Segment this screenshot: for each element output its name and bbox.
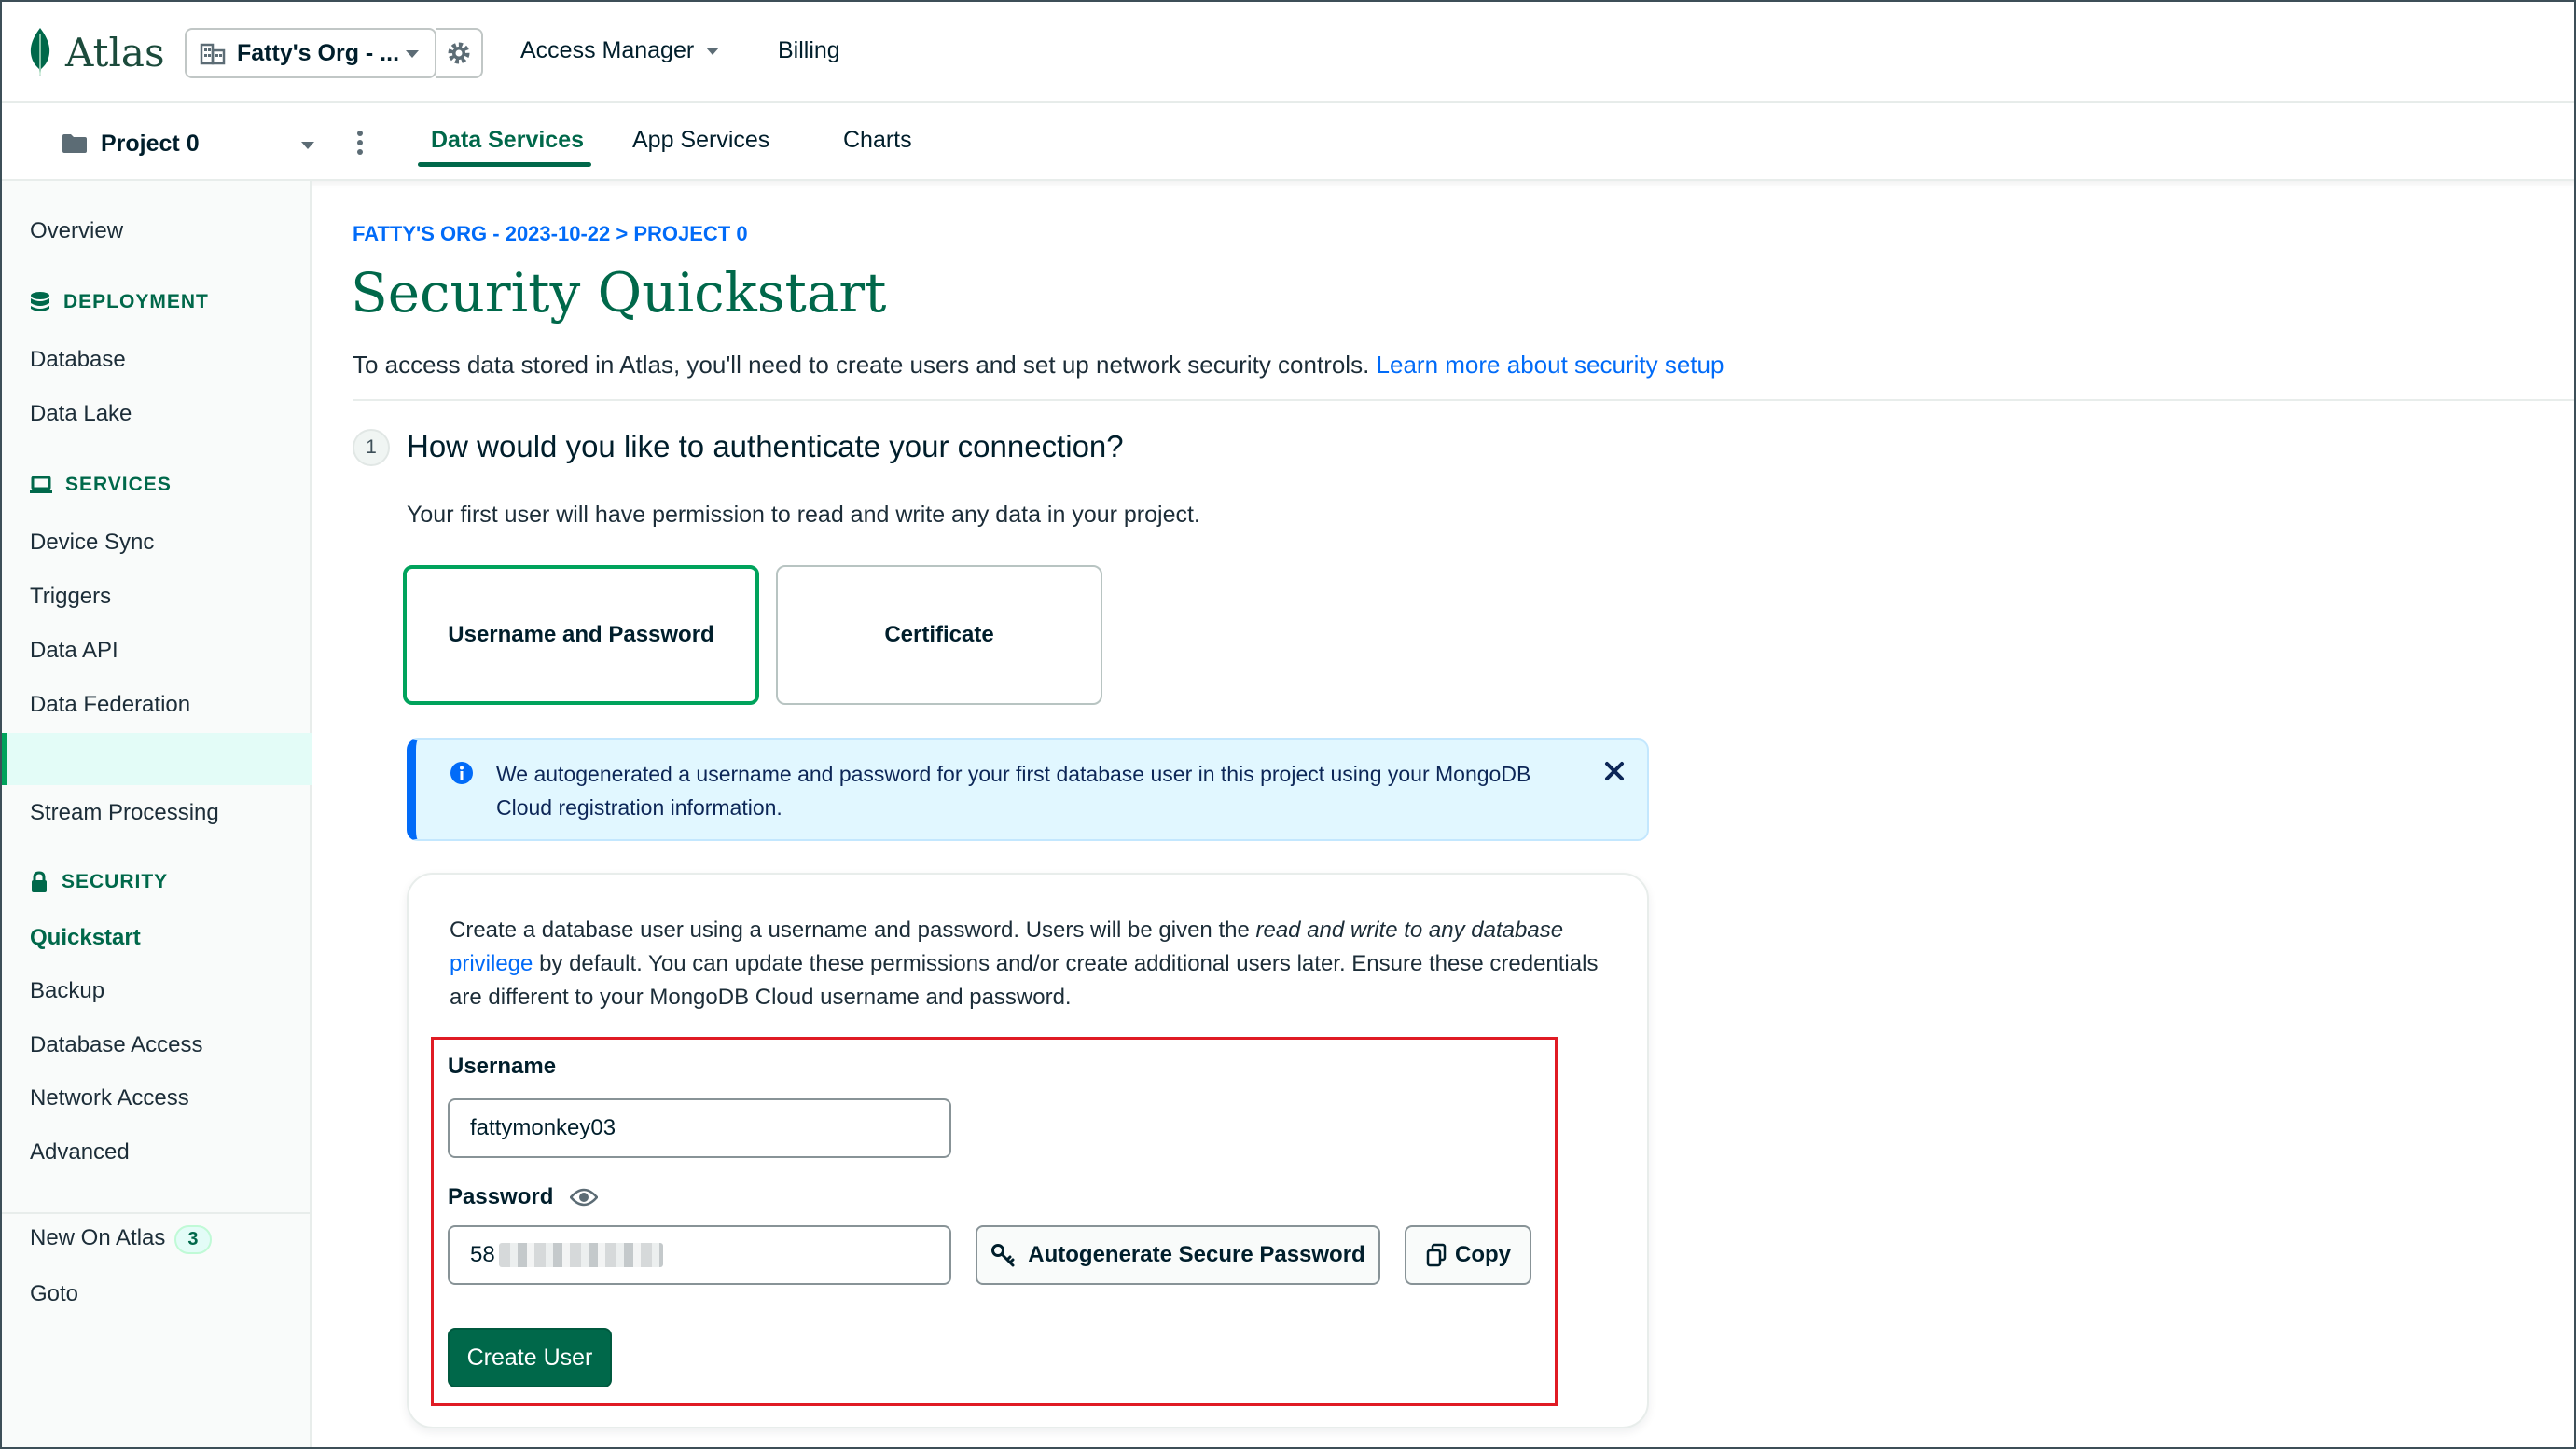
- autogenerate-label: Autogenerate Secure Password: [1028, 1242, 1365, 1267]
- tab-charts[interactable]: Charts: [843, 127, 912, 153]
- page-title: Security Quickstart: [351, 261, 887, 324]
- form-desc-emphasis: read and write to any database: [1255, 918, 1564, 943]
- sidebar-heading-label: SECURITY: [62, 871, 169, 892]
- close-icon[interactable]: [1604, 761, 1625, 781]
- sidebar-divider: [2, 1212, 312, 1214]
- laptop-icon: [30, 476, 52, 494]
- gear-icon: [446, 40, 472, 66]
- copy-label: Copy: [1455, 1242, 1511, 1267]
- form-desc-part2: by default. You can update these permissions and/or create additional users later. Ensure these credentials are different to your MongoDB Cloud username and password.: [450, 951, 1599, 1010]
- sidebar-item-goto[interactable]: Goto: [30, 1281, 79, 1306]
- sidebar: [2, 181, 312, 1449]
- sidebar-item-data-federation[interactable]: Data Federation: [30, 692, 191, 717]
- new-count-badge: 3: [174, 1225, 211, 1254]
- breadcrumb[interactable]: FATTY'S ORG - 2023-10-22 > PROJECT 0: [353, 222, 748, 245]
- caret-down-icon: [405, 48, 420, 60]
- leaf-icon: [28, 26, 52, 78]
- new-on-atlas-label: New On Atlas: [30, 1225, 166, 1250]
- key-icon: [990, 1243, 1015, 1267]
- username-input[interactable]: fattymonkey03: [448, 1098, 951, 1158]
- sidebar-item-device-sync[interactable]: Device Sync: [30, 530, 155, 555]
- tab-data-services[interactable]: Data Services: [431, 127, 585, 153]
- lock-icon: [30, 871, 48, 893]
- form-description: [450, 914, 1615, 1014]
- billing-label: Billing: [778, 37, 840, 63]
- copy-password-button[interactable]: [1405, 1225, 1531, 1285]
- org-selector[interactable]: [185, 28, 436, 78]
- eye-icon[interactable]: [570, 1188, 598, 1207]
- password-obscured: [499, 1243, 663, 1267]
- password-label-row: [448, 1184, 598, 1210]
- password-input[interactable]: [448, 1225, 951, 1285]
- project-selector[interactable]: [62, 125, 323, 162]
- sidebar-heading-security: [30, 871, 168, 893]
- tab-app-services[interactable]: App Services: [632, 127, 770, 153]
- sidebar-heading-label: DEPLOYMENT: [63, 291, 209, 312]
- sidebar-heading-deployment: [30, 291, 209, 313]
- autogenerate-password-button[interactable]: [976, 1225, 1380, 1285]
- info-callout: [407, 738, 1649, 841]
- copy-icon: [1425, 1243, 1447, 1267]
- sidebar-item-backup[interactable]: Backup: [30, 978, 105, 1003]
- more-options-icon[interactable]: [354, 129, 366, 157]
- info-icon: [450, 761, 474, 785]
- sidebar-item-quickstart[interactable]: Quickstart: [30, 925, 141, 950]
- building-icon: [200, 41, 226, 65]
- billing-link[interactable]: [778, 37, 840, 64]
- sidebar-item-database[interactable]: Database: [30, 347, 126, 372]
- sidebar-heading-services: [30, 474, 172, 496]
- privilege-link[interactable]: privilege: [450, 951, 533, 976]
- sidebar-heading-label: SERVICES: [65, 474, 172, 495]
- project-name: Project 0: [101, 130, 200, 157]
- caret-down-icon: [705, 46, 720, 57]
- org-settings-button[interactable]: [436, 28, 483, 78]
- form-desc-part1: Create a database user using a username and password. Users will be given the: [450, 918, 1250, 943]
- sidebar-item-advanced[interactable]: Advanced: [30, 1139, 130, 1165]
- sidebar-item-stream-processing[interactable]: Stream Processing: [30, 800, 219, 825]
- access-manager-menu[interactable]: [520, 37, 720, 64]
- project-bar: [2, 103, 2576, 181]
- active-tab-indicator: [418, 162, 591, 167]
- security-setup-link[interactable]: Learn more about security setup: [1376, 351, 1724, 379]
- password-label: Password: [448, 1184, 554, 1209]
- caret-down-icon[interactable]: [300, 140, 315, 151]
- sidebar-active-highlight: [2, 733, 312, 785]
- intro-text: [353, 351, 1724, 380]
- step-number-badge: 1: [353, 429, 390, 466]
- callout-message: We autogenerated a username and password for your first database user in this project using your MongoDB Cloud registration information.: [496, 762, 1531, 820]
- step-subtitle: Your first user will have permission to read and write any data in your project.: [407, 502, 1200, 528]
- username-label: Username: [448, 1054, 557, 1079]
- auth-option-certificate[interactable]: Certificate: [776, 565, 1102, 705]
- password-value: 58: [470, 1242, 495, 1267]
- section-divider: [353, 399, 2576, 401]
- auth-option-username-password[interactable]: Username and Password: [403, 565, 759, 705]
- database-icon: [30, 291, 50, 313]
- sidebar-active-bar: [2, 733, 7, 785]
- sidebar-item-overview[interactable]: Overview: [30, 218, 124, 243]
- sidebar-item-database-access[interactable]: Database Access: [30, 1032, 203, 1057]
- intro-text-body: To access data stored in Atlas, you'll need to create users and set up network security controls.: [353, 351, 1370, 379]
- atlas-logo[interactable]: [28, 24, 165, 80]
- sidebar-item-data-lake[interactable]: Data Lake: [30, 401, 132, 426]
- step-title: How would you like to authenticate your connection?: [407, 429, 1124, 463]
- sidebar-item-data-api[interactable]: Data API: [30, 638, 118, 663]
- sidebar-item-network-access[interactable]: Network Access: [30, 1085, 189, 1111]
- sidebar-item-triggers[interactable]: Triggers: [30, 584, 112, 609]
- top-bar: [2, 2, 2576, 103]
- access-manager-label: Access Manager: [520, 37, 695, 63]
- org-name: Fatty's Org - ...: [237, 39, 400, 66]
- create-user-button[interactable]: Create User: [448, 1328, 612, 1387]
- logo-text: Atlas: [65, 29, 165, 76]
- sidebar-item-new-on-atlas[interactable]: [30, 1225, 212, 1254]
- folder-icon: [62, 133, 88, 154]
